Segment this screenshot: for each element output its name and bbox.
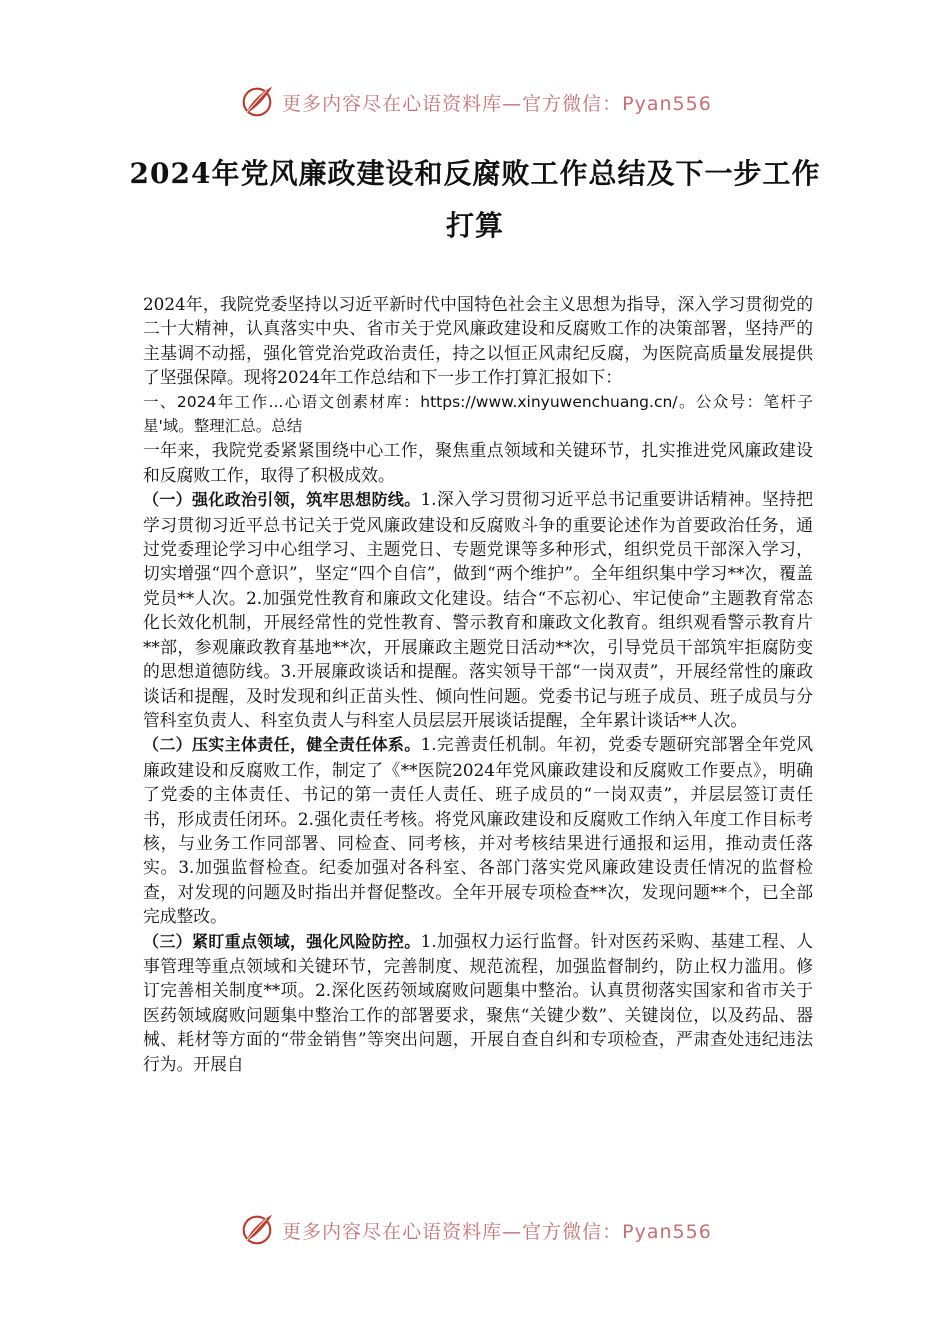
- document-title: 2024年党风廉政建设和反腐败工作总结及下一步工作打算: [129, 157, 821, 242]
- section-heading-1: 一、2024年工作...心语文创素材库：https://www.xinyuwenchuang.cn/。公众号：笔杆子星'域。整理汇总。总结: [143, 392, 813, 436]
- footer-watermark-banner: [0, 1208, 950, 1252]
- feather-pen-logo-icon: [238, 83, 276, 121]
- part-2-heading: （二）压实主体责任，健全责任体系。: [143, 735, 421, 755]
- part-3-paragraph: [143, 929, 813, 1076]
- part-1-heading: （一）强化政治引领，筑牢思想防线。: [143, 490, 421, 510]
- banner-text: 更多内容尽在心语资料库—官方微信：Pyan556: [282, 1220, 712, 1243]
- part-1-paragraph: [143, 487, 813, 732]
- part-2-paragraph: [143, 732, 813, 928]
- part-2-text: 1.完善责任机制。年初，党委专题研究部署全年党风廉政建设和反腐败工作，制定了《**医院2024年党风廉政建设和反腐败工作要点》，明确了党委的主体责任、书记的第一责任人责任、班子成员的“一岗双责”，并层层签订责任书，形成责任闭环。2.强化责任考核。将党风廉政建设和反腐败工作纳入年度工作目标考核，与业务工作同部署、同检查、同考核，并对考核结果进行通报和运用，推动责任落实。3.加强监督检查。纪委加强对各科室、各部门落实党风廉政建设责任情况的监督检查，对发现的问题及时指出并督促整改。全年开展专项检查**次，发现问题**个，已全部完成整改。: [143, 734, 813, 927]
- part-1-text: 1.深入学习贯彻习近平总书记重要讲话精神。坚持把学习贯彻习近平总书记关于党风廉政建设和反腐败斗争的重要论述作为首要政治任务，通过党委理论学习中心组学习、主题党日、专题党课等多种形式，组织党员干部深入学习，切实增强“四个意识”，坚定“四个自信”，做到“两个维护”。全年组织集中学习**次，覆盖党员**人次。2.加强党性教育和廉政文化建设。结合“不忘初心、牢记使命”主题教育常态化长效化机制，开展经常性的党性教育、警示教育和廉政文化教育。组织观看警示教育片**部，参观廉政教育基地**次，开展廉政主题党日活动**次，引导党员干部筑牢拒腐防变的思想道德防线。3.开展廉政谈话和提醒。落实领导干部“一岗双责”，开展经常性的廉政谈话和提醒，及时发现和纠正苗头性、倾向性问题。党委书记与班子成员、班子成员与分管科室负责人、科室负责人与科室人员层层开展谈话提醒，全年累计谈话**人次。: [143, 489, 813, 730]
- part-3-text: 1.加强权力运行监督。针对医药采购、基建工程、人事管理等重点领域和关键环节，完善制度、规范流程，加强监督制约，防止权力滥用。修订完善相关制度**项。2.深化医药领域腐败问题集中整治。认真贯彻落实国家和省市关于医药领域腐败问题集中整治工作的部署要求，聚焦“关键少数”、关键岗位，以及药品、器械、耗材等方面的“带金销售”等突出问题，开展自查自纠和专项检查，严肃查处违纪违法行为。开展自: [143, 930, 813, 1074]
- feather-pen-logo-icon: [238, 1211, 276, 1249]
- part-3-heading: （三）紧盯重点领域，强化风险防控。: [143, 931, 421, 951]
- header-watermark-banner: [0, 80, 950, 124]
- banner-text: 更多内容尽在心语资料库—官方微信：Pyan556: [282, 92, 712, 115]
- intro-paragraph: 2024年，我院党委坚持以习近平新时代中国特色社会主义思想为指导，深入学习贯彻党的二十大精神，认真落实中央、省市关于党风廉政建设和反腐败工作的决策部署，坚持严的主基调不动摇，强化管党治党政治责任，持之以恒正风肃纪反腐，为医院高质量发展提供了坚强保障。现将2024年工作总结和下一步工作打算汇报如下：: [143, 294, 813, 388]
- section-intro-paragraph: 一年来，我院党委紧紧围绕中心工作，聚焦重点领域和关键环节，扎实推进党风廉政建设和反腐败工作，取得了积极成效。: [143, 440, 813, 485]
- document-body: [143, 292, 813, 1076]
